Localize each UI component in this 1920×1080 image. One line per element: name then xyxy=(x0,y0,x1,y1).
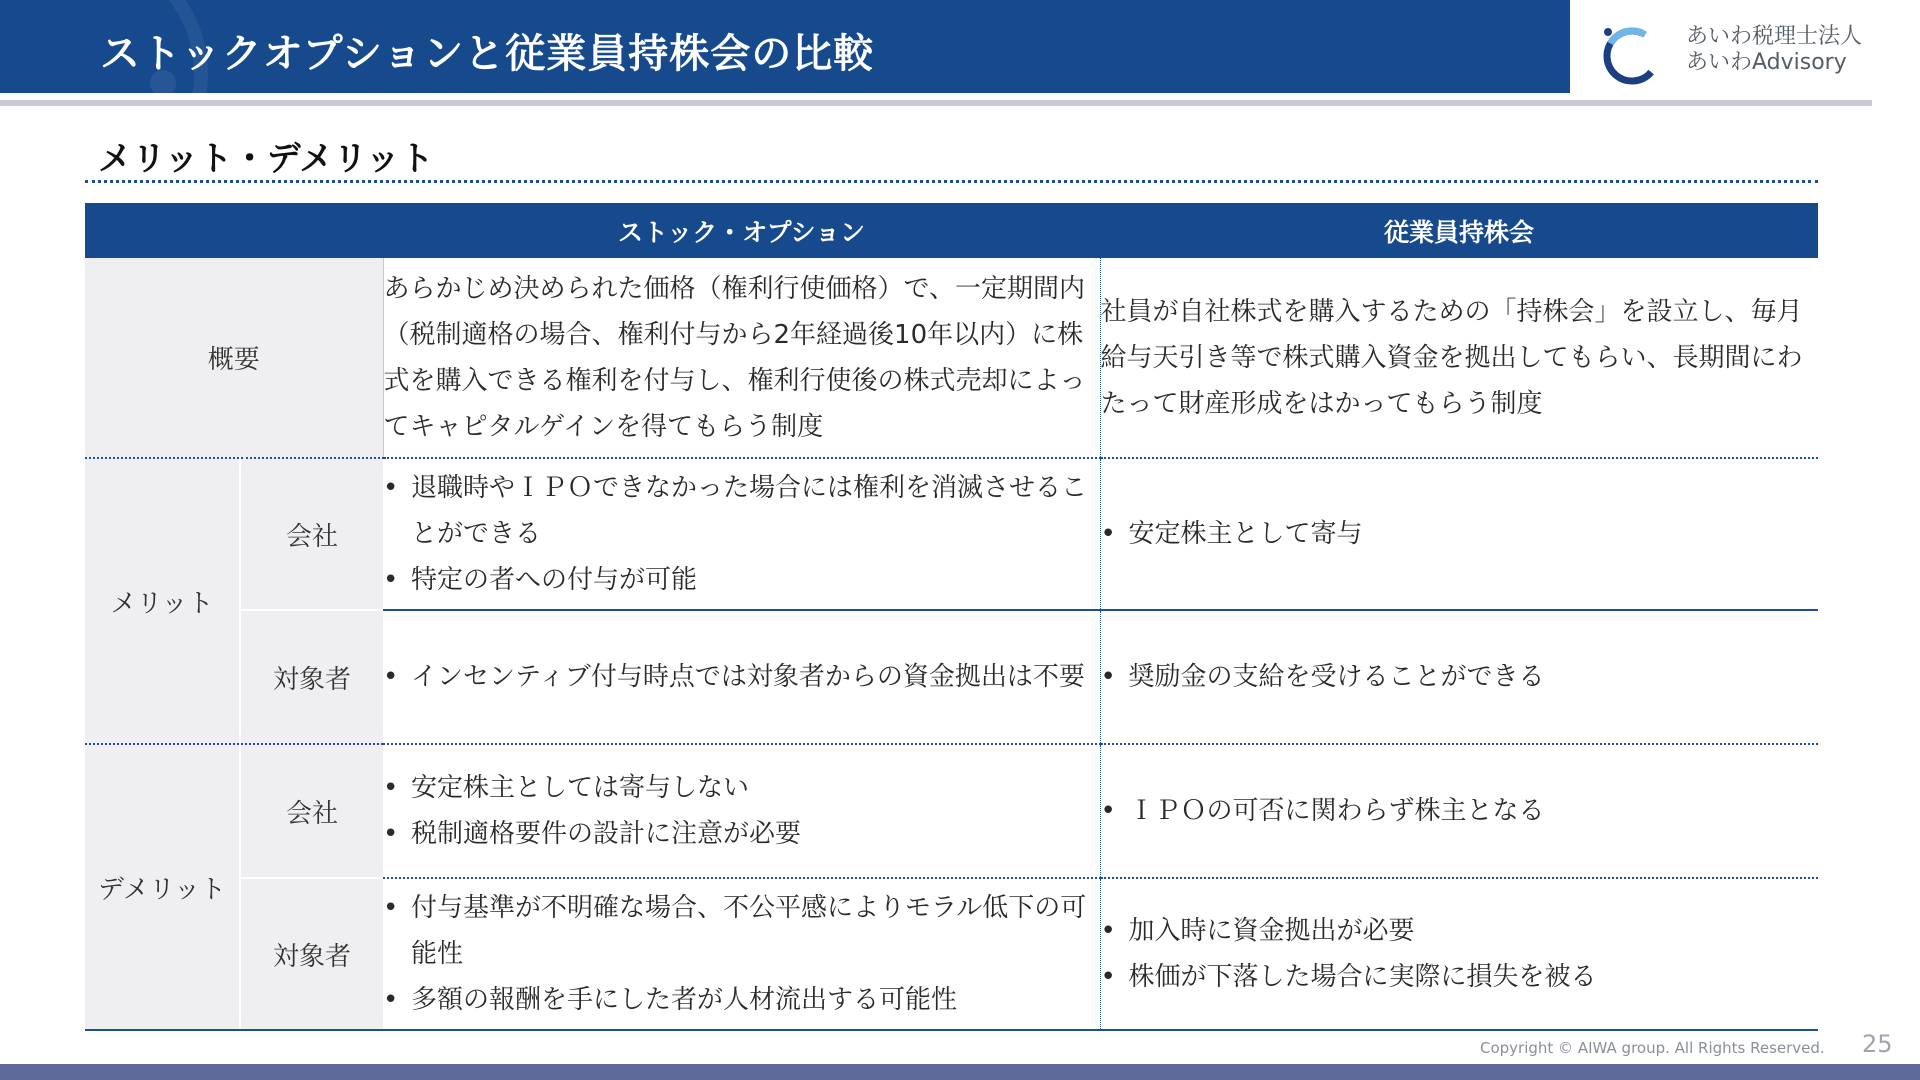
section-divider xyxy=(85,180,1818,183)
table-row-demerit-company xyxy=(85,744,1818,878)
column-header-employee-stock-ownership: 従業員持株会 xyxy=(1100,203,1818,258)
row-label-merit-company: 会社 xyxy=(240,458,383,610)
header-rule xyxy=(0,100,1872,106)
demerit-company-employee-stock-ownership xyxy=(1100,744,1818,878)
row-group-demerit: デメリット xyxy=(85,744,240,1030)
merit-target-stock-option xyxy=(383,610,1100,744)
row-label-overview: 概要 xyxy=(85,258,383,458)
list-item: • 特定の者への付与が可能 xyxy=(383,565,698,595)
list-item: • 税制適格要件の設計に注意が必要 xyxy=(383,819,802,849)
demerit-target-employee-stock-ownership xyxy=(1100,878,1818,1030)
list-item: • 安定株主として寄与 xyxy=(1100,519,1363,549)
list-item: • 退職時やＩＰＯできなかった場合には権利を消滅させることができる xyxy=(383,473,1088,549)
logo-line-2: あいわAdvisory xyxy=(1686,50,1847,75)
list-item: • 多額の報酬を手にした者が人材流出する可能性 xyxy=(383,985,958,1015)
table-row-demerit-target xyxy=(85,878,1818,1030)
table-row-merit-company xyxy=(85,458,1818,610)
list-item: • 奨励金の支給を受けることができる xyxy=(1100,662,1545,692)
company-logo xyxy=(1598,18,1898,88)
list-item: • 加入時に資金拠出が必要 xyxy=(1100,916,1415,946)
logo-text xyxy=(1686,24,1862,76)
merit-target-employee-stock-ownership xyxy=(1100,610,1818,744)
logo-line-1: あいわ税理士法人 xyxy=(1686,24,1863,49)
list-item: • 株価が下落した場合に実際に損失を被る xyxy=(1100,962,1597,992)
merit-company-stock-option xyxy=(383,458,1100,610)
demerit-target-stock-option xyxy=(383,878,1100,1030)
slide-title: ストックオプションと従業員持株会の比較 xyxy=(100,31,875,77)
header-bar xyxy=(0,0,1570,93)
row-label-merit-target: 対象者 xyxy=(240,610,383,744)
demerit-company-stock-option xyxy=(383,744,1100,878)
table-row-overview xyxy=(85,258,1818,458)
row-label-demerit-company: 会社 xyxy=(240,744,383,878)
row-group-merit: メリット xyxy=(85,458,240,744)
header-corner xyxy=(85,203,383,258)
column-header-stock-option: ストック・オプション xyxy=(383,203,1100,258)
list-item: • インセンティブ付与時点では対象者からの資金拠出は不要 xyxy=(383,662,1085,692)
copyright-text: Copyright © AIWA group. All Rights Reserved. xyxy=(1480,1039,1825,1057)
page-number: 25 xyxy=(1862,1030,1893,1058)
list-item: • ＩＰＯの可否に関わらず株主となる xyxy=(1100,796,1545,826)
table-header-row xyxy=(85,203,1818,258)
comparison-table xyxy=(85,203,1818,1031)
row-label-demerit-target: 対象者 xyxy=(240,878,383,1030)
overview-stock-option: あらかじめ決められた価格（権利行使価格）で、一定期間内（税制適格の場合、権利付与から2年経過後10年以内）に株式を購入できる権利を付与し、権利行使後の株式売却によってキャピタルゲインを得てもらう制度 xyxy=(383,258,1100,458)
list-item: • 付与基準が不明確な場合、不公平感によりモラル低下の可能性 xyxy=(383,893,1087,969)
merit-company-employee-stock-ownership xyxy=(1100,458,1818,610)
list-item: • 安定株主としては寄与しない xyxy=(383,773,750,803)
table-row-merit-target xyxy=(85,610,1818,744)
footer-bar xyxy=(0,1064,1920,1080)
section-title: メリット・デメリット xyxy=(98,139,434,179)
overview-employee-stock-ownership: 社員が自社株式を購入するための「持株会」を設立し、毎月給与天引き等で株式購入資金を拠出してもらい、長期間にわたって財産形成をはかってもらう制度 xyxy=(1100,258,1818,458)
aiwa-ring-logo-icon xyxy=(1598,18,1668,88)
